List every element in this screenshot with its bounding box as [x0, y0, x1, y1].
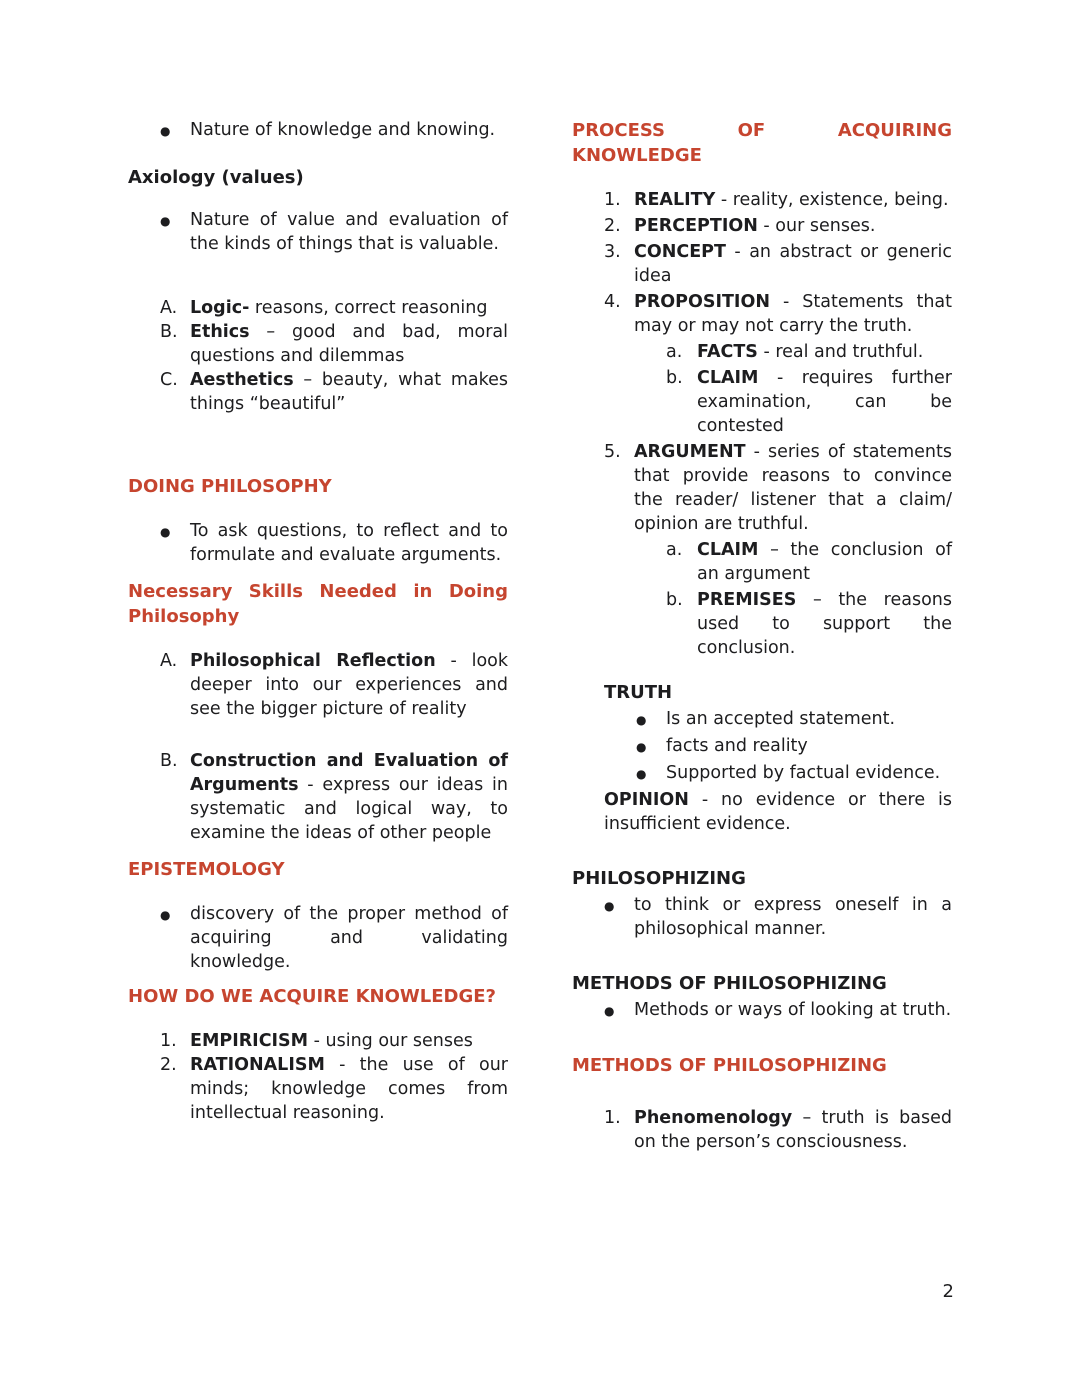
bullet-icon: ●: [636, 740, 647, 754]
bullet-icon: ●: [636, 713, 647, 727]
page-content: [128, 118, 952, 1154]
list-item: [128, 320, 508, 368]
section-heading-doing-philosophy: DOING PHILOSOPHY: [128, 476, 332, 497]
list-item: [572, 188, 952, 212]
list-item-text: REALITY - reality, existence, being.: [634, 190, 949, 210]
list-item-text: EMPIRICISM - using our senses: [190, 1031, 473, 1051]
list-item-text: Aesthetics – beauty, what makes things “beautiful”: [190, 370, 508, 414]
bullet-icon: ●: [604, 899, 615, 913]
bullet-text: Methods or ways of looking at truth.: [634, 1000, 952, 1020]
list-item: [128, 296, 508, 320]
list-marker: 1.: [160, 1031, 177, 1051]
list-item: [572, 214, 952, 238]
list-item-text: PREMISES – the reasons used to support the conclusion.: [697, 590, 952, 658]
axiology-lettered-list: [128, 296, 508, 416]
sublist: [634, 340, 952, 438]
list-item-text: PROPOSITION - Statements that may or may not carry the truth.: [634, 292, 952, 336]
list-marker: b.: [666, 368, 683, 388]
bullet-text: To ask questions, to reflect and to formulate and evaluate arguments.: [190, 521, 508, 565]
right-column: [572, 118, 952, 1154]
bullet-icon: ●: [604, 1004, 615, 1018]
bullet-text: facts and reality: [666, 736, 808, 756]
list-item-text: RATIONALISM - the use of our minds; knowledge comes from intellectual reasoning.: [190, 1055, 508, 1123]
list-item: [128, 519, 508, 567]
bullet-text: Nature of value and evaluation of the kinds of things that is valuable.: [190, 210, 508, 254]
list-marker: A.: [160, 298, 178, 318]
list-marker: 3.: [604, 242, 621, 262]
list-item: [572, 893, 952, 941]
list-marker: A.: [160, 651, 178, 671]
section-heading-philosophizing: PHILOSOPHIZING: [572, 868, 746, 889]
list-marker: a.: [666, 540, 683, 560]
opinion-paragraph: OPINION - no evidence or there is insufficient evidence.: [604, 790, 952, 834]
list-item-text: Philosophical Reflection - look deeper into our experiences and see the bigger picture of reality: [190, 651, 508, 719]
bullet-text: Supported by factual evidence.: [666, 763, 941, 783]
list-marker: B.: [160, 751, 178, 771]
list-marker: a.: [666, 342, 683, 362]
list-item: [572, 440, 952, 536]
list-item: [572, 998, 952, 1023]
list-item: [572, 240, 952, 288]
list-item: [128, 368, 508, 416]
left-column: [128, 118, 508, 1154]
bullet-icon: ●: [160, 908, 171, 922]
bullet-text: to think or express oneself in a philosophical manner.: [634, 895, 952, 939]
section-heading-truth: TRUTH: [604, 682, 673, 703]
list-item: [572, 290, 952, 338]
list-item-text: ARGUMENT - series of statements that provide reasons to convince the reader/ listener that a claim/ opinion are truthful.: [634, 442, 952, 534]
list-item-text: CLAIM – the conclusion of an argument: [697, 540, 952, 584]
list-item: [604, 734, 952, 759]
section-heading-epistemology: EPISTEMOLOGY: [128, 859, 285, 880]
bullet-text: discovery of the proper method of acquiring and validating knowledge.: [190, 904, 508, 972]
list-item-text: PERCEPTION - our senses.: [634, 216, 876, 236]
bullet-text: Nature of knowledge and knowing.: [190, 120, 496, 140]
list-marker: b.: [666, 590, 683, 610]
section-heading-axiology: Axiology (values): [128, 167, 304, 188]
sublist-item: [634, 366, 952, 438]
list-item: [128, 1053, 508, 1125]
sublist: [634, 538, 952, 660]
bullet-icon: ●: [160, 214, 171, 228]
section-heading-methods-black: METHODS OF PHILOSOPHIZING: [572, 973, 887, 994]
section-heading-process: PROCESS OF ACQUIRING KNOWLEDGE: [572, 120, 952, 166]
list-marker: C.: [160, 370, 178, 390]
list-item: [128, 118, 508, 143]
bullet-icon: ●: [160, 124, 171, 138]
list-item-text: FACTS - real and truthful.: [697, 342, 924, 362]
list-marker: 1.: [604, 190, 621, 210]
bullet-text: Is an accepted statement.: [666, 709, 896, 729]
list-item-text: Ethics – good and bad, moral questions and dilemmas: [190, 322, 508, 366]
list-item: [128, 749, 508, 845]
list-marker: 4.: [604, 292, 621, 312]
list-item: [604, 761, 952, 786]
list-item-text: Logic- reasons, correct reasoning: [190, 298, 488, 318]
list-marker: B.: [160, 322, 178, 342]
list-item: [572, 1106, 952, 1154]
list-marker: 2.: [604, 216, 621, 236]
list-item: [604, 707, 952, 732]
sublist-item: [634, 588, 952, 660]
list-item-text: CLAIM - requires further examination, can be contested: [697, 368, 952, 436]
list-marker: 2.: [160, 1055, 177, 1075]
list-item-text: Phenomenology – truth is based on the person’s consciousness.: [634, 1108, 952, 1152]
bullet-icon: ●: [160, 525, 171, 539]
list-marker: 1.: [604, 1108, 621, 1128]
bullet-icon: ●: [636, 767, 647, 781]
section-heading-acquire-knowledge: HOW DO WE ACQUIRE KNOWLEDGE?: [128, 986, 496, 1007]
list-item: [128, 1029, 508, 1053]
list-item-text: Construction and Evaluation of Arguments - express our ideas in systematic and logical way, to examine the ideas of other people: [190, 751, 508, 843]
list-item: [128, 649, 508, 721]
list-item: [128, 208, 508, 256]
section-heading-methods-orange: METHODS OF PHILOSOPHIZING: [572, 1055, 887, 1076]
section-heading-necessary-skills: Necessary Skills Needed in Doing Philosophy: [128, 581, 508, 627]
list-item: [128, 902, 508, 974]
sublist-item: [634, 538, 952, 586]
list-marker: 5.: [604, 442, 621, 462]
list-item-text: CONCEPT - an abstract or generic idea: [634, 242, 952, 286]
page-number: 2: [942, 1281, 954, 1302]
sublist-item: [634, 340, 952, 364]
truth-section: [604, 680, 952, 836]
